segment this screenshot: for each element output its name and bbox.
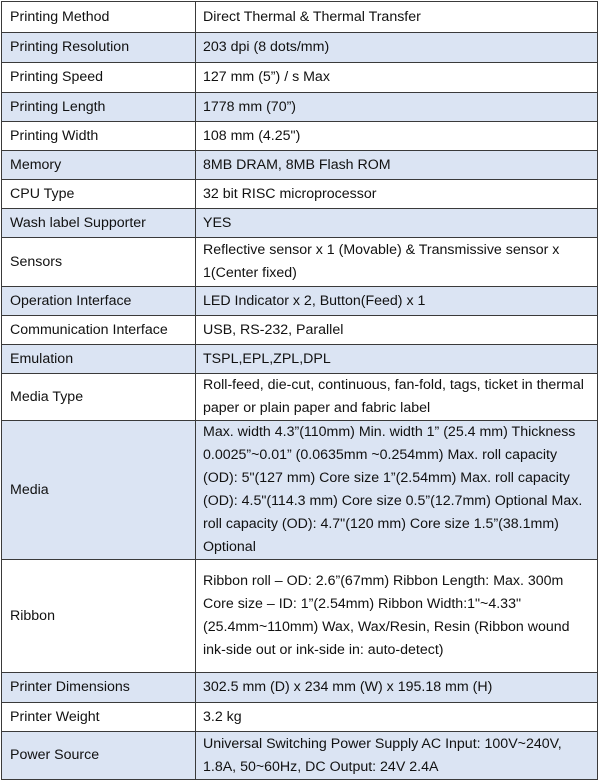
spec-row (2, 345, 598, 374)
spec-row (2, 2, 598, 33)
spec-value: 127 mm (5”) / s Max (196, 63, 598, 93)
spec-value: Ribbon roll – OD: 2.6”(67mm) Ribbon Length: Max. 300m Core size – ID: 1”(2.54mm) Ribbon Width:1"~4.33"(25.4mm~110mm) Wax, Wax/Resin, Resin (Ribbon wound ink-side out or ink-side in: auto-detect) (196, 560, 598, 673)
spec-row (2, 287, 598, 316)
spec-row (2, 238, 598, 287)
spec-row (2, 63, 598, 93)
spec-value: 203 dpi (8 dots/mm) (196, 33, 598, 63)
spec-row (2, 180, 598, 209)
spec-label: Communication Interface (2, 316, 196, 345)
spec-value: TSPL,EPL,ZPL,DPL (196, 345, 598, 374)
spec-label: Wash label Supporter (2, 209, 196, 238)
spec-label: Memory (2, 151, 196, 180)
spec-label: Ribbon (2, 560, 196, 673)
spec-row (2, 93, 598, 122)
spec-value: USB, RS-232, Parallel (196, 316, 598, 345)
spec-label: Printing Length (2, 93, 196, 122)
spec-value: 32 bit RISC microprocessor (196, 180, 598, 209)
spec-value: 3.2 kg (196, 703, 598, 732)
spec-label: Media (2, 421, 196, 560)
spec-row (2, 421, 598, 560)
spec-value: 1778 mm (70”) (196, 93, 598, 122)
spec-row (2, 732, 598, 780)
spec-row (2, 33, 598, 63)
spec-value: Direct Thermal & Thermal Transfer (196, 2, 598, 33)
spec-value: YES (196, 209, 598, 238)
spec-label: Media Type (2, 374, 196, 421)
spec-row (2, 703, 598, 732)
spec-label: Printer Weight (2, 703, 196, 732)
spec-row (2, 151, 598, 180)
spec-row (2, 316, 598, 345)
spec-value: LED Indicator x 2, Button(Feed) x 1 (196, 287, 598, 316)
spec-value: Roll-feed, die-cut, continuous, fan-fold, tags, ticket in thermal paper or plain paper and fabric label (196, 374, 598, 421)
spec-label: Printing Resolution (2, 33, 196, 63)
spec-label: Sensors (2, 238, 196, 287)
spec-label: Power Source (2, 732, 196, 780)
spec-row (2, 374, 598, 421)
spec-label: Printing Speed (2, 63, 196, 93)
spec-label: Printer Dimensions (2, 673, 196, 703)
spec-label: Operation Interface (2, 287, 196, 316)
spec-value: Universal Switching Power Supply AC Input: 100V~240V, 1.8A, 50~60Hz, DC Output: 24V 2.4A (196, 732, 598, 780)
spec-table-body (2, 2, 598, 780)
spec-label: Printing Width (2, 122, 196, 151)
spec-label: Printing Method (2, 2, 196, 33)
spec-value: 108 mm (4.25") (196, 122, 598, 151)
spec-value: 8MB DRAM, 8MB Flash ROM (196, 151, 598, 180)
spec-label: Emulation (2, 345, 196, 374)
spec-row (2, 209, 598, 238)
spec-row (2, 673, 598, 703)
spec-table (1, 1, 598, 780)
spec-row (2, 560, 598, 673)
spec-value: Max. width 4.3”(110mm) Min. width 1” (25.4 mm) Thickness 0.0025”~0.01” (0.0635mm ~0.254mm) Max. roll capacity (OD): 5"(127 mm) Core size 1”(2.54mm) Max. roll capacity (OD): 4.5"(114.3 mm) Core size 0.5”(12.7mm) Optional Max. roll capacity (OD): 4.7"(120 mm) Core size 1.5”(38.1mm) Optional (196, 421, 598, 560)
spec-value: 302.5 mm (D) x 234 mm (W) x 195.18 mm (H) (196, 673, 598, 703)
spec-value: Reflective sensor x 1 (Movable) & Transmissive sensor x 1(Center fixed) (196, 238, 598, 287)
spec-row (2, 122, 598, 151)
spec-label: CPU Type (2, 180, 196, 209)
